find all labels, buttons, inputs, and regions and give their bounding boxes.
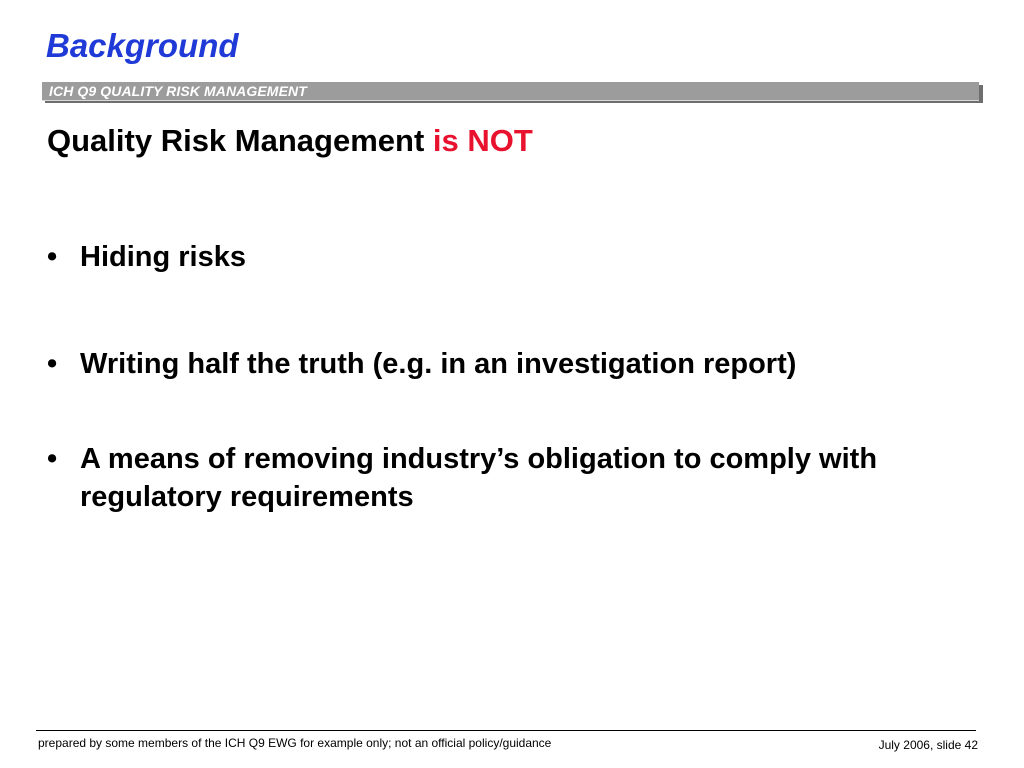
bullet-item <box>47 440 977 516</box>
footer-disclaimer: prepared by some members of the ICH Q9 EWG for example only; not an official policy/guidance <box>38 736 552 750</box>
bullet-icon: • <box>47 348 58 380</box>
section-title: Background <box>46 27 239 64</box>
bullet-text: Writing half the truth (e.g. in an investigation report) <box>80 348 797 380</box>
banner-text: ICH Q9 QUALITY RISK MANAGEMENT <box>49 83 307 99</box>
footer-divider <box>36 730 976 731</box>
heading-main: Quality Risk Management <box>47 123 425 158</box>
bullet-icon: • <box>47 241 58 273</box>
bullet-text: Hiding risks <box>80 241 246 273</box>
bullet-text: A means of removing industry’s obligation to comply with regulatory requirements <box>80 443 878 513</box>
bullet-item <box>47 345 977 383</box>
header-banner <box>42 82 982 103</box>
footer-slide-info: July 2006, slide 42 <box>878 738 978 752</box>
banner-bar <box>42 82 979 101</box>
slide-heading <box>47 124 533 158</box>
heading-accent: is NOT <box>432 123 533 158</box>
bullet-icon: • <box>47 443 58 475</box>
bullet-item <box>47 238 977 276</box>
